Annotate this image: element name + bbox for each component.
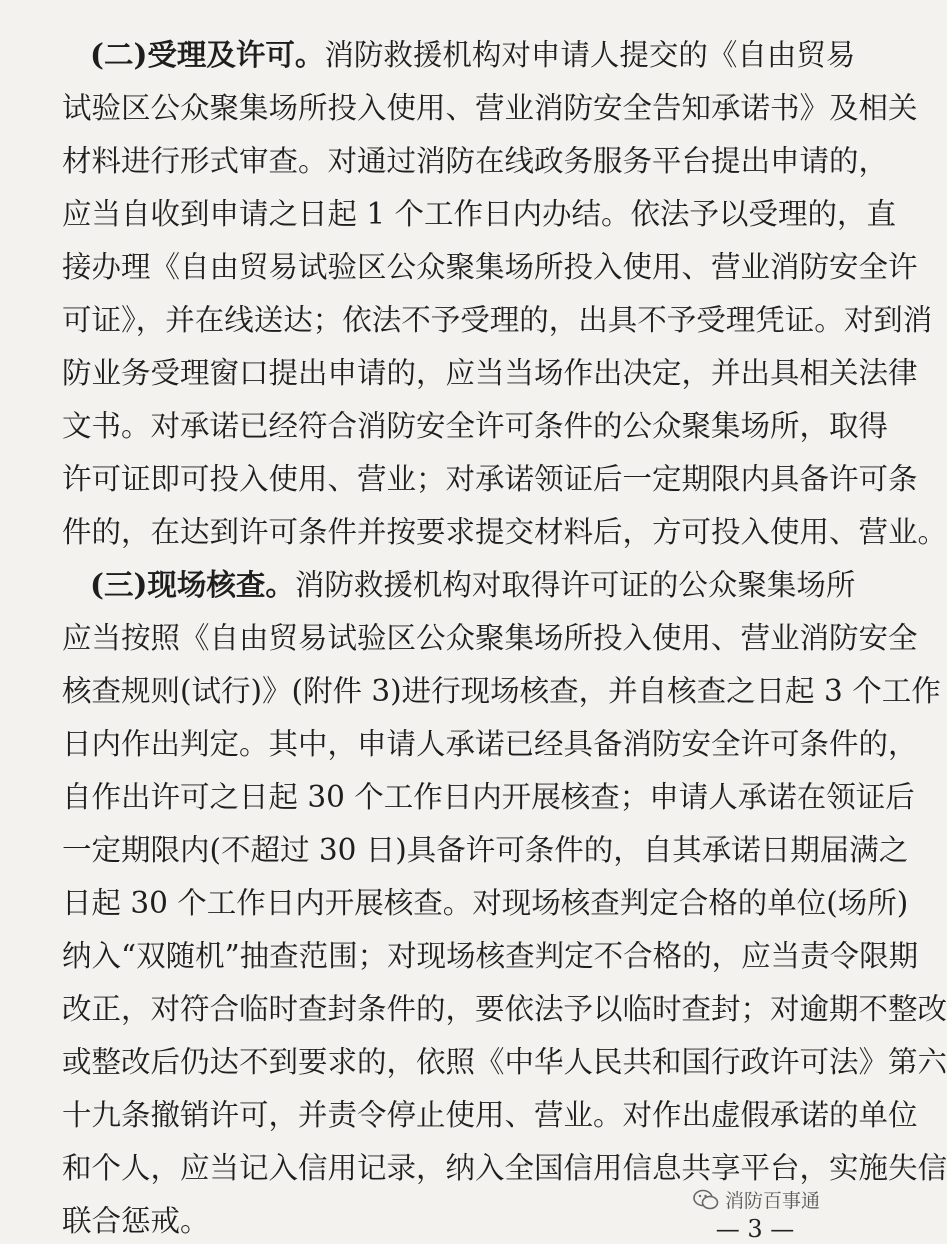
paragraph-line: 日内作出判定。其中，申请人承诺已经具备消防安全许可条件的，: [62, 727, 918, 761]
paragraph-line: 十九条撤销许可，并责令停止使用、营业。对作出虚假承诺的单位: [62, 1098, 918, 1132]
paragraph-line: 核查规则(试行)》(附件 3)进行现场核查，并自核查之日起 3 个工作: [62, 674, 941, 708]
page-number: — 3 —: [715, 1215, 795, 1243]
paragraph-line: 文书。对承诺已经符合消防安全许可条件的公众聚集场所，取得: [62, 409, 889, 443]
paragraph-line: 材料进行形式审查。对通过消防在线政务服务平台提出申请的，: [62, 144, 889, 178]
paragraph-line: 可证》，并在线送达；依法不予受理的，出具不予受理凭证。对到消: [62, 303, 933, 337]
paragraph-line: 应当自收到申请之日起 1 个工作日内办结。依法予以受理的，直: [62, 197, 897, 231]
paragraph-line: 接办理《自由贸易试验区公众聚集场所投入使用、营业消防安全许: [62, 250, 918, 284]
paragraph-line: 联合惩戒。: [62, 1204, 210, 1238]
paragraph-line: 改正，对符合临时查封条件的，要依法予以临时查封；对逾期不整改: [62, 992, 947, 1026]
paragraph-line: 件的，在达到许可条件并按要求提交材料后，方可投入使用、营业。: [62, 515, 947, 549]
section-heading: (二)受理及许可。: [90, 37, 325, 72]
paragraph-line: 日起 30 个工作日内开展核查。对现场核查判定合格的单位(场所): [62, 886, 909, 920]
paragraph-line: 和个人，应当记入信用记录，纳入全国信用信息共享平台，实施失信: [62, 1151, 947, 1185]
paragraph-line: 防业务受理窗口提出申请的，应当当场作出决定，并出具相关法律: [62, 356, 918, 390]
paragraph-line: 自作出许可之日起 30 个工作日内开展核查；申请人承诺在领证后: [62, 780, 915, 814]
paragraph-line: (三)现场核查。消防救援机构对取得许可证的公众聚集场所: [90, 567, 856, 602]
paragraph-line: 试验区公众聚集场所投入使用、营业消防安全告知承诺书》及相关: [62, 91, 918, 125]
paragraph-line: 一定期限内(不超过 30 日)具备许可条件的，自其承诺日期届满之: [62, 833, 909, 867]
paragraph-line: 应当按照《自由贸易试验区公众聚集场所投入使用、营业消防安全: [62, 621, 918, 655]
paragraph-line: (二)受理及许可。消防救援机构对申请人提交的《自由贸易: [90, 37, 856, 72]
paragraph-line: 纳入“双随机”抽查范围；对现场核查判定不合格的，应当责令限期: [62, 939, 919, 973]
section-heading: (三)现场核查。: [90, 567, 295, 602]
wechat-icon: [693, 1189, 719, 1211]
paragraph-line: 许可证即可投入使用、营业；对承诺领证后一定期限内具备许可条: [62, 462, 918, 496]
watermark-text: 消防百事通: [725, 1190, 821, 1212]
watermark: [693, 1186, 820, 1213]
paragraph-line: 或整改后仍达不到要求的，依照《中华人民共和国行政许可法》第六: [62, 1045, 947, 1079]
